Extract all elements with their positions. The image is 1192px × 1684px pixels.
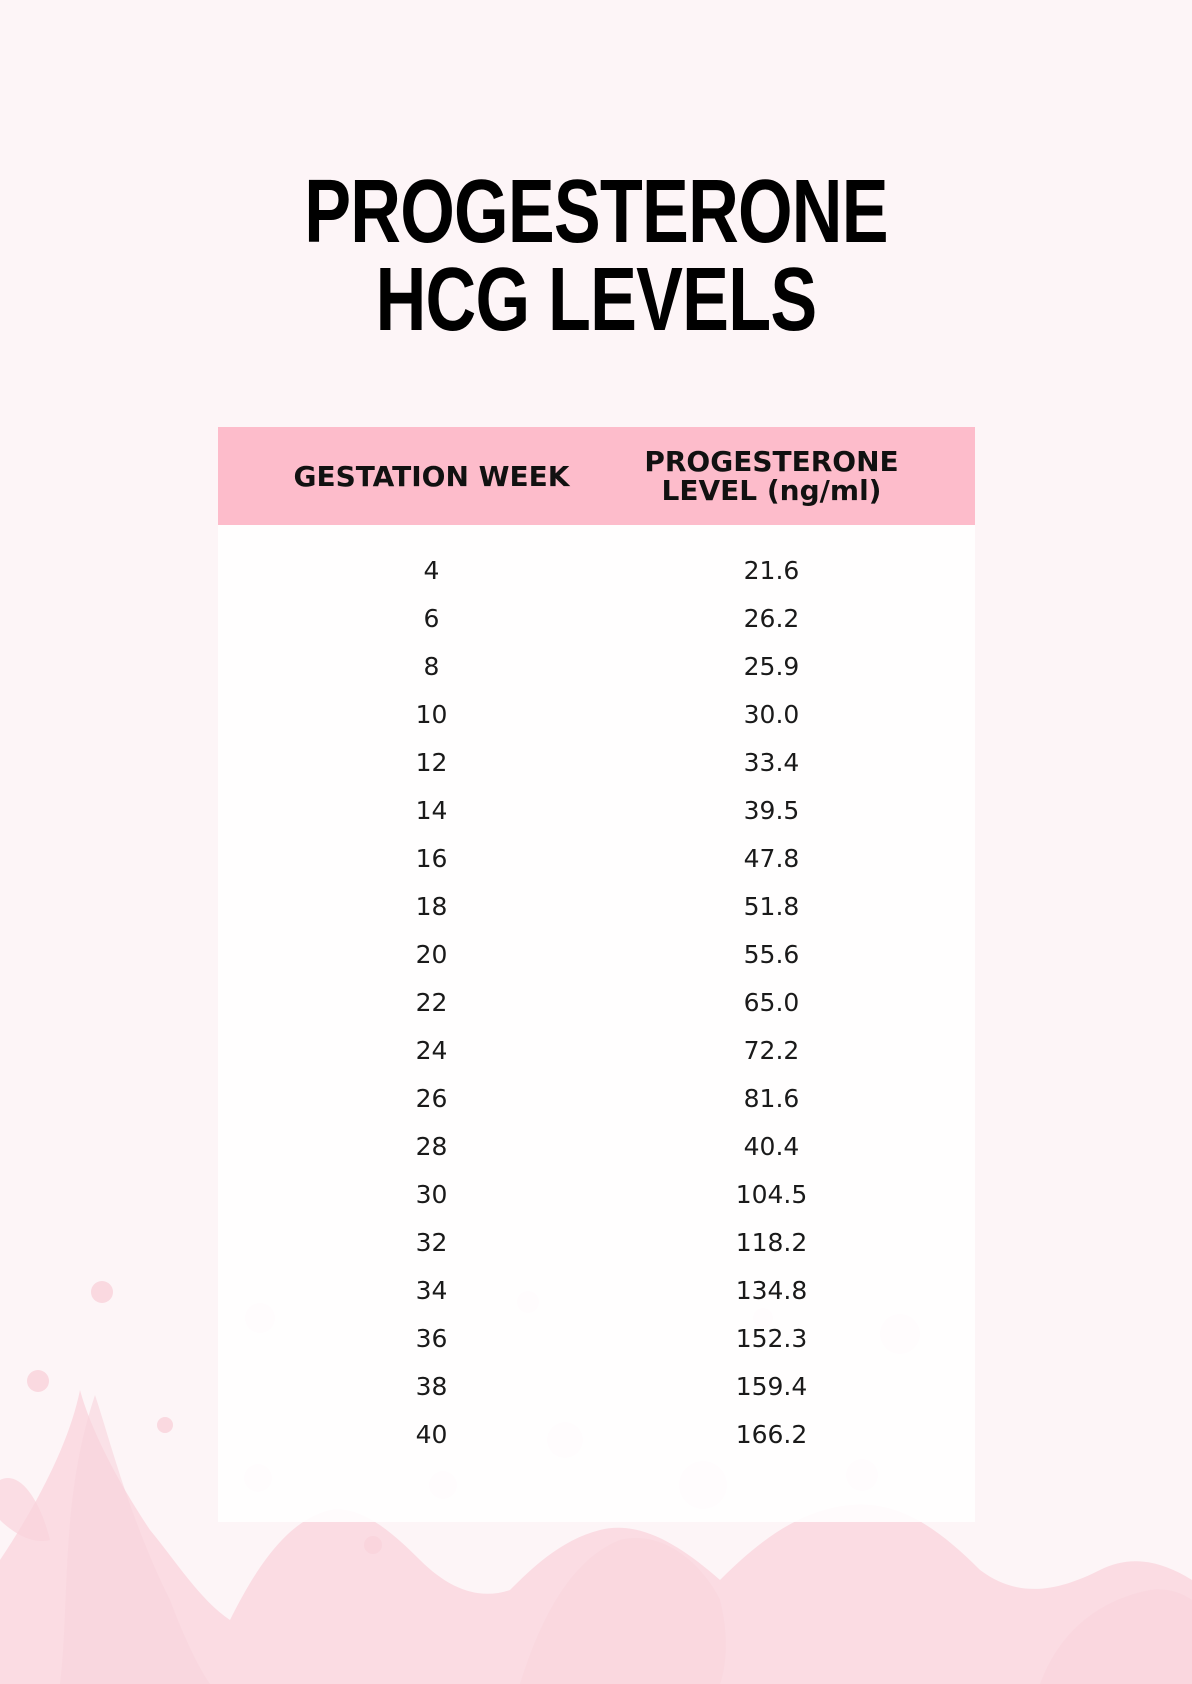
cell-progesterone-level: 134.8	[735, 1276, 808, 1305]
cell-gestation-week: 18	[415, 892, 448, 921]
cell-progesterone-level: 21.6	[743, 556, 800, 585]
cell-progesterone-level: 55.6	[743, 940, 800, 969]
cell-progesterone-level: 25.9	[743, 652, 800, 681]
header-progesterone-level-label	[644, 447, 898, 505]
cell-gestation-week: 24	[415, 1036, 448, 1065]
header-level-line-1: PROGESTERONE	[644, 445, 899, 478]
cell-progesterone-level: 26.2	[743, 604, 800, 633]
table-row	[218, 1123, 975, 1171]
title-line-1: PROGESTERONE	[304, 162, 888, 262]
table-row	[218, 691, 975, 739]
cell-gestation-week: 30	[415, 1180, 448, 1209]
table-row	[218, 787, 975, 835]
cell-gestation-week: 38	[415, 1372, 448, 1401]
cell-progesterone-level: 159.4	[735, 1372, 808, 1401]
table-row	[218, 979, 975, 1027]
table-row	[218, 739, 975, 787]
cell-gestation-week: 4	[423, 556, 440, 585]
table-row	[218, 1171, 975, 1219]
table-row	[218, 1411, 975, 1459]
cell-gestation-week: 12	[415, 748, 448, 777]
table-row	[218, 1267, 975, 1315]
cell-gestation-week: 28	[415, 1132, 448, 1161]
cell-gestation-week: 16	[415, 844, 448, 873]
cell-progesterone-level: 166.2	[735, 1420, 808, 1449]
progesterone-table	[218, 427, 975, 1522]
cell-progesterone-level: 152.3	[735, 1324, 808, 1353]
table-row	[218, 1075, 975, 1123]
table-row	[218, 835, 975, 883]
title-line-2: HCG LEVELS	[375, 250, 817, 350]
cell-gestation-week: 6	[423, 604, 440, 633]
table-row	[218, 643, 975, 691]
header-gestation-week-label: GESTATION WEEK	[293, 459, 570, 493]
table-row	[218, 1363, 975, 1411]
cell-progesterone-level: 30.0	[743, 700, 800, 729]
cell-progesterone-level: 81.6	[743, 1084, 800, 1113]
table-row	[218, 595, 975, 643]
table-header	[218, 427, 975, 525]
cell-progesterone-level: 65.0	[743, 988, 800, 1017]
page-title	[0, 162, 1192, 350]
cell-gestation-week: 10	[415, 700, 448, 729]
cell-progesterone-level: 51.8	[743, 892, 800, 921]
table-row	[218, 1027, 975, 1075]
cell-gestation-week: 40	[415, 1420, 448, 1449]
table-row	[218, 1219, 975, 1267]
cell-gestation-week: 26	[415, 1084, 448, 1113]
table-row	[218, 1315, 975, 1363]
cell-progesterone-level: 72.2	[743, 1036, 800, 1065]
cell-progesterone-level: 118.2	[735, 1228, 808, 1257]
cell-gestation-week: 14	[415, 796, 448, 825]
table-row	[218, 883, 975, 931]
table-row	[218, 931, 975, 979]
table-body	[218, 547, 975, 1459]
cell-progesterone-level: 33.4	[743, 748, 800, 777]
cell-gestation-week: 20	[415, 940, 448, 969]
cell-gestation-week: 36	[415, 1324, 448, 1353]
cell-gestation-week: 32	[415, 1228, 448, 1257]
cell-gestation-week: 34	[415, 1276, 448, 1305]
cell-progesterone-level: 40.4	[743, 1132, 800, 1161]
cell-gestation-week: 8	[423, 652, 440, 681]
cell-progesterone-level: 39.5	[743, 796, 800, 825]
header-level-line-2: LEVEL (ng/ml)	[661, 474, 882, 507]
table-row	[218, 547, 975, 595]
cell-gestation-week: 22	[415, 988, 448, 1017]
cell-progesterone-level: 47.8	[743, 844, 800, 873]
header-progesterone-level	[568, 427, 975, 525]
cell-progesterone-level: 104.5	[735, 1180, 808, 1209]
